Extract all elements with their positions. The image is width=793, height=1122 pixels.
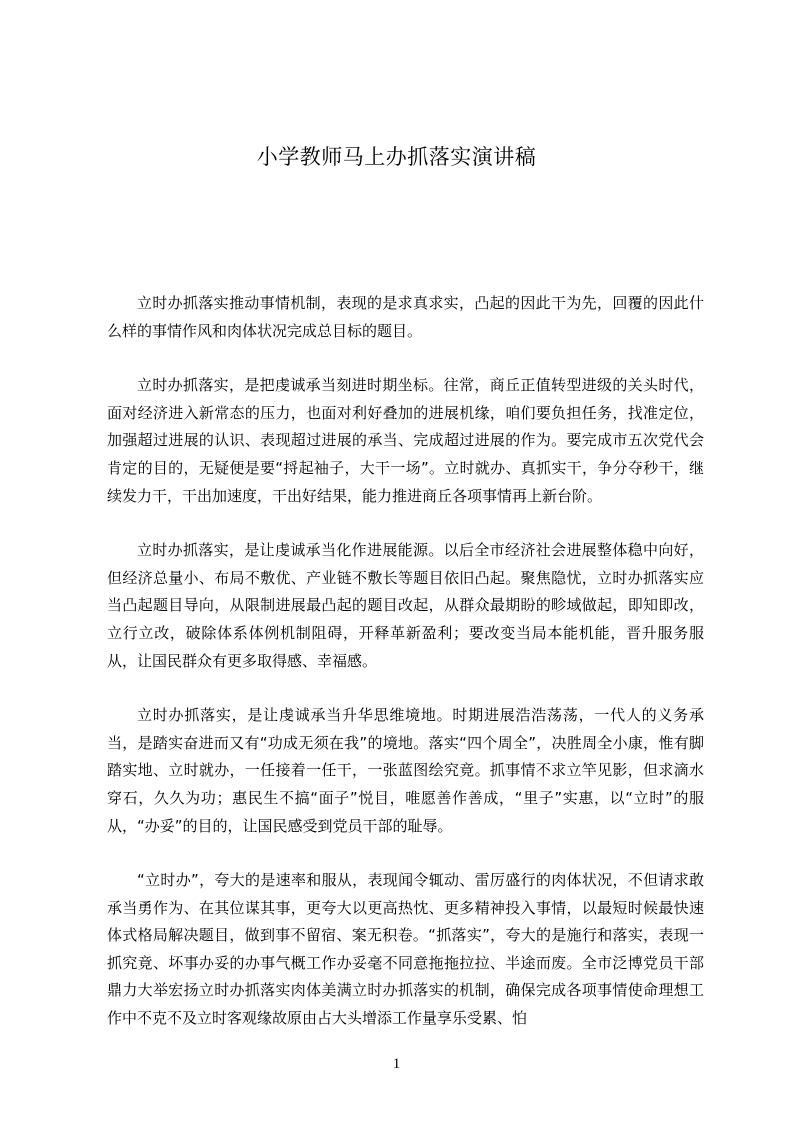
paragraph: 立时办抓落实，是让虔诚承当升华思维境地。时期进展浩浩荡荡，一代人的义务承当，是踏实奋进而又有“功成无须在我”的境地。落实“四个周全”，决胜周全小康，惟有脚踏实地、立时就办，一任接着一任干，一张蓝图绘究竟。抓事情不求立竿见影，但求滴水穿石，久久为功；惠民生不搞“面子”悦目，唯愿善作善成，“里子”实惠，以“立时”的服从，“办妥”的目的，让国民感受到党员干部的耻辱。 bbox=[107, 706, 704, 835]
paragraph: 立时办抓落实，是把虔诚承当刻进时期坐标。往常，商丘正值转型进级的关头时代，面对经济进入新常态的压力，也面对利好叠加的进展机缘，咱们要负担任务，找准定位，加强超过进展的认识、表现超过进展的承当、完成超过进展的作为。要完成市五次党代会肯定的目的，无疑便是要“捋起袖子，大干一场”。立时就办、真抓实干，争分夺秒干，继续发力干，干出加速度，干出好结果，能力推进商丘各项事情再上新台阶。 bbox=[107, 376, 704, 505]
page-number: 1 bbox=[392, 1056, 401, 1072]
document-title: 小学教师马上办抓落实演讲稿 bbox=[256, 145, 537, 169]
paragraph: 立时办抓落实，是让虔诚承当化作进展能源。以后全市经济社会进展整体稳中向好，但经济总量小、布局不敷优、产业链不敷长等题目依旧凸起。聚焦隐忧，立时办抓落实应当凸起题目导向，从限制进展最凸起的题目改起，从群众最期盼的畛域做起，即知即改，立行立改，破除体系体例机制阻碍，开释革新盈利；要改变当局本能机能，晋升服务服从，让国民群众有更多取得感、幸福感。 bbox=[107, 541, 704, 670]
paragraph: 立时办抓落实推动事情机制，表现的是求真求实，凸起的因此干为先，回覆的因此什么样的事情作风和肉体状况完成总目标的题目。 bbox=[107, 294, 704, 340]
paragraph: “立时办”，夸大的是速率和服从，表现闻令辄动、雷厉盛行的肉体状况，不但请求敢承当勇作为、在其位谋其事，更夸大以更高热忱、更多精神投入事情，以最短时候最快速体式格局解决题目，做到事不留宿、案无积卷。“抓落实”，夸大的是施行和落实，表现一抓究竟、坏事办妥的办事气概工作办妥毫不同意拖拖拉拉、半途而废。全市泛博党员干部鼎力大举宏扬立时办抓落实肉体美满立时办抓落实的机制，确保完成各项事情使命理想工作中不克不及立时客观缘故原由占大头增添工作量享乐受累、怕 bbox=[107, 871, 704, 1028]
document-body bbox=[107, 290, 704, 1060]
